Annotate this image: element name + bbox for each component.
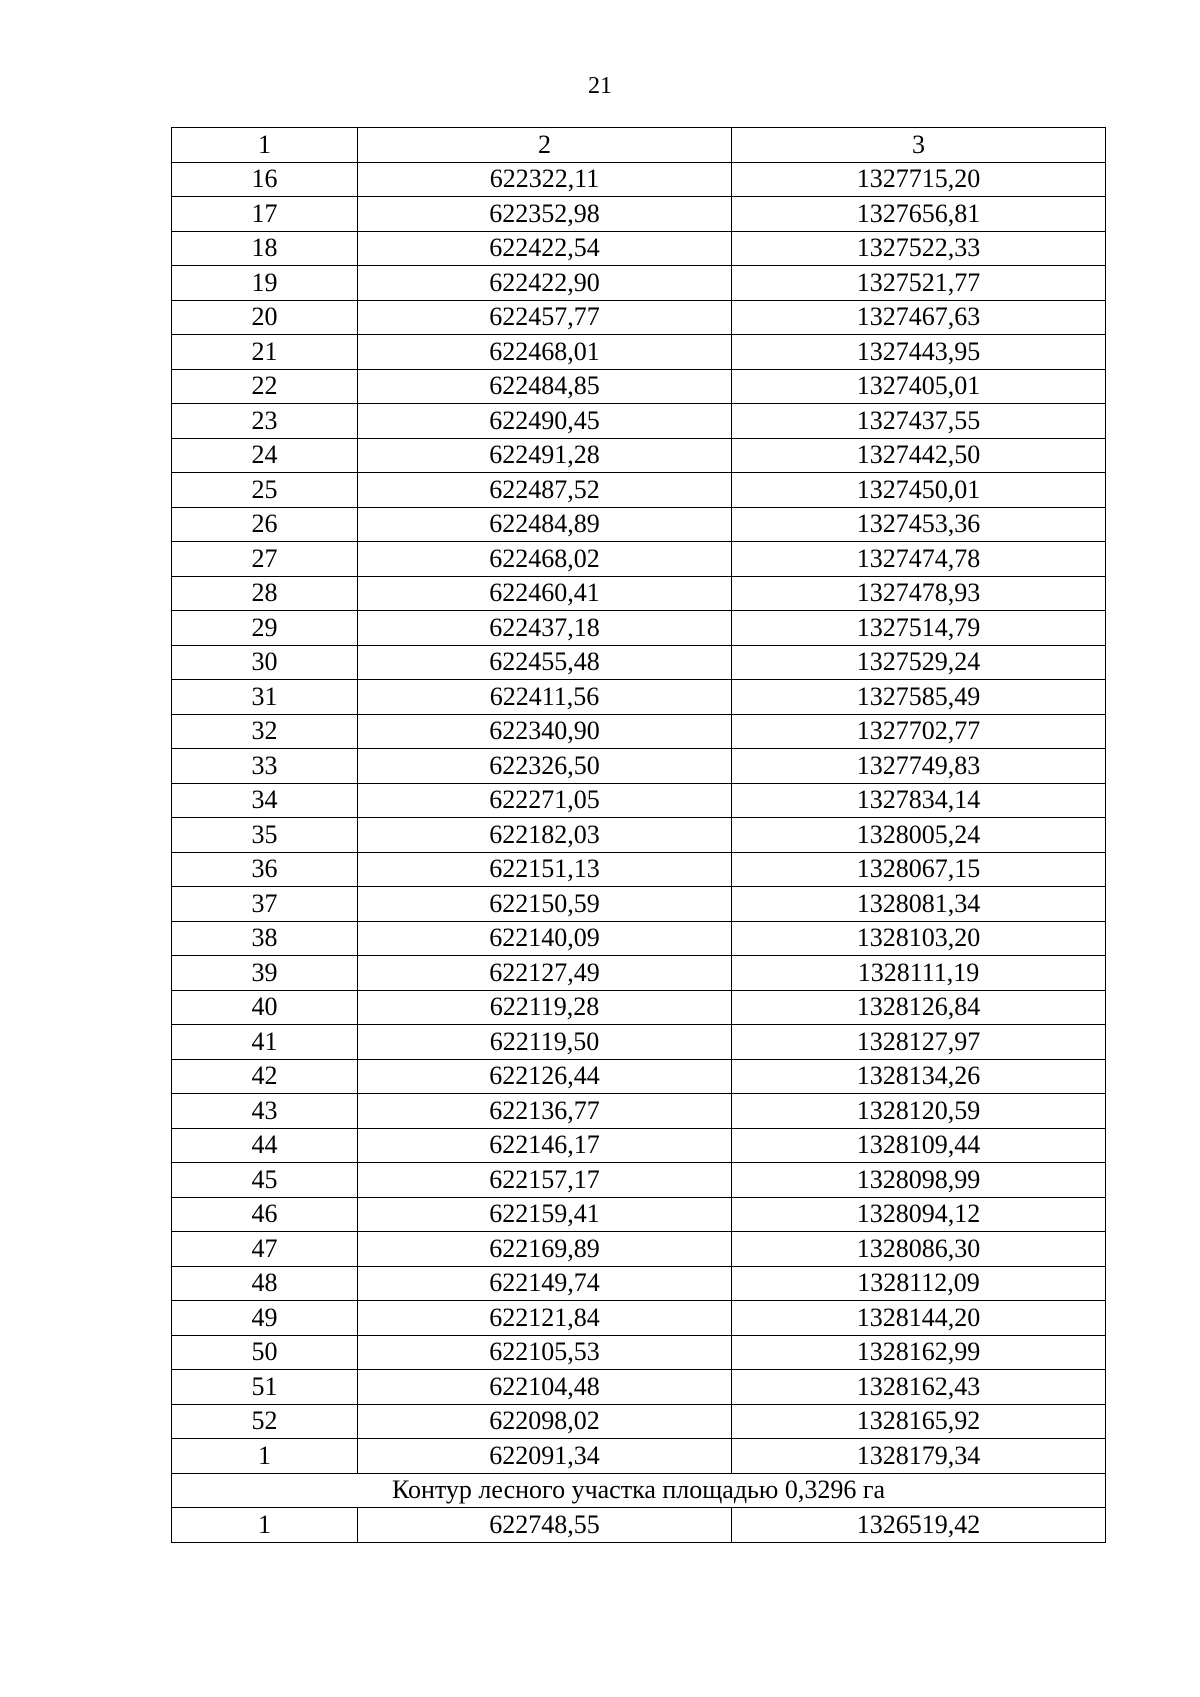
x-coordinate-cell: 622352,98	[358, 197, 732, 232]
x-coordinate-cell: 622422,90	[358, 266, 732, 301]
y-coordinate-cell: 1328098,99	[732, 1163, 1106, 1198]
table-row	[172, 1301, 1106, 1336]
y-coordinate-cell: 1328144,20	[732, 1301, 1106, 1336]
point-number-cell: 43	[172, 1094, 358, 1129]
point-number-cell: 1	[172, 1508, 358, 1543]
x-coordinate-cell: 622326,50	[358, 749, 732, 784]
y-coordinate-cell: 1328126,84	[732, 990, 1106, 1025]
point-number-cell: 1	[172, 1439, 358, 1474]
table-row	[172, 1094, 1106, 1129]
point-number-cell: 23	[172, 404, 358, 439]
x-coordinate-cell: 622182,03	[358, 818, 732, 853]
y-coordinate-cell: 1327529,24	[732, 645, 1106, 680]
table-row	[172, 852, 1106, 887]
table-row	[172, 438, 1106, 473]
point-number-cell: 25	[172, 473, 358, 508]
point-number-cell: 47	[172, 1232, 358, 1267]
section-title-row	[172, 1473, 1106, 1508]
table-row	[172, 1335, 1106, 1370]
point-number-cell: 50	[172, 1335, 358, 1370]
table-row	[172, 197, 1106, 232]
y-coordinate-cell: 1328094,12	[732, 1197, 1106, 1232]
section-title: Контур лесного участка площадью 0,3296 га	[172, 1473, 1106, 1508]
point-number-cell: 33	[172, 749, 358, 784]
point-number-cell: 20	[172, 300, 358, 335]
table-row	[172, 507, 1106, 542]
x-coordinate-cell: 622169,89	[358, 1232, 732, 1267]
y-coordinate-cell: 1328086,30	[732, 1232, 1106, 1267]
x-coordinate-cell: 622411,56	[358, 680, 732, 715]
y-coordinate-cell: 1327405,01	[732, 369, 1106, 404]
y-coordinate-cell: 1327514,79	[732, 611, 1106, 646]
point-number-cell: 36	[172, 852, 358, 887]
y-coordinate-cell: 1327715,20	[732, 162, 1106, 197]
x-coordinate-cell: 622105,53	[358, 1335, 732, 1370]
point-number-cell: 52	[172, 1404, 358, 1439]
x-coordinate-cell: 622490,45	[358, 404, 732, 439]
table-row	[172, 473, 1106, 508]
point-number-cell: 28	[172, 576, 358, 611]
y-coordinate-cell: 1328067,15	[732, 852, 1106, 887]
y-coordinate-cell: 1328179,34	[732, 1439, 1106, 1474]
y-coordinate-cell: 1327437,55	[732, 404, 1106, 439]
table-row	[172, 231, 1106, 266]
y-coordinate-cell: 1328162,99	[732, 1335, 1106, 1370]
table-row	[172, 1508, 1106, 1543]
table-row	[172, 1370, 1106, 1405]
x-coordinate-cell: 622748,55	[358, 1508, 732, 1543]
table-row	[172, 680, 1106, 715]
table-row	[172, 990, 1106, 1025]
page-number: 21	[588, 73, 612, 99]
table-row	[172, 1128, 1106, 1163]
point-number-cell: 45	[172, 1163, 358, 1198]
x-coordinate-cell: 622437,18	[358, 611, 732, 646]
table-row	[172, 1439, 1106, 1474]
x-coordinate-cell: 622422,54	[358, 231, 732, 266]
table-row	[172, 266, 1106, 301]
x-coordinate-cell: 622098,02	[358, 1404, 732, 1439]
point-number-cell: 51	[172, 1370, 358, 1405]
table-row	[172, 1266, 1106, 1301]
point-number-cell: 29	[172, 611, 358, 646]
x-coordinate-cell: 622157,17	[358, 1163, 732, 1198]
y-coordinate-cell: 1327522,33	[732, 231, 1106, 266]
point-number-cell: 19	[172, 266, 358, 301]
point-number-cell: 42	[172, 1059, 358, 1094]
x-coordinate-cell: 622151,13	[358, 852, 732, 887]
table-row	[172, 1025, 1106, 1060]
y-coordinate-cell: 1327474,78	[732, 542, 1106, 577]
header-cell-x: 2	[358, 128, 732, 163]
x-coordinate-cell: 622271,05	[358, 783, 732, 818]
y-coordinate-cell: 1327453,36	[732, 507, 1106, 542]
y-coordinate-cell: 1328162,43	[732, 1370, 1106, 1405]
coordinates-table-body	[172, 128, 1106, 1543]
x-coordinate-cell: 622487,52	[358, 473, 732, 508]
x-coordinate-cell: 622126,44	[358, 1059, 732, 1094]
table-row	[172, 921, 1106, 956]
point-number-cell: 34	[172, 783, 358, 818]
point-number-cell: 17	[172, 197, 358, 232]
x-coordinate-cell: 622491,28	[358, 438, 732, 473]
x-coordinate-cell: 622484,85	[358, 369, 732, 404]
y-coordinate-cell: 1328112,09	[732, 1266, 1106, 1301]
point-number-cell: 39	[172, 956, 358, 991]
x-coordinate-cell: 622460,41	[358, 576, 732, 611]
y-coordinate-cell: 1327521,77	[732, 266, 1106, 301]
point-number-cell: 40	[172, 990, 358, 1025]
point-number-cell: 35	[172, 818, 358, 853]
y-coordinate-cell: 1327656,81	[732, 197, 1106, 232]
table-row	[172, 783, 1106, 818]
table-row	[172, 162, 1106, 197]
x-coordinate-cell: 622104,48	[358, 1370, 732, 1405]
header-cell-y: 3	[732, 128, 1106, 163]
y-coordinate-cell: 1327478,93	[732, 576, 1106, 611]
y-coordinate-cell: 1328005,24	[732, 818, 1106, 853]
y-coordinate-cell: 1328134,26	[732, 1059, 1106, 1094]
x-coordinate-cell: 622149,74	[358, 1266, 732, 1301]
y-coordinate-cell: 1327749,83	[732, 749, 1106, 784]
x-coordinate-cell: 622468,02	[358, 542, 732, 577]
y-coordinate-cell: 1328165,92	[732, 1404, 1106, 1439]
table-row	[172, 956, 1106, 991]
table-row	[172, 300, 1106, 335]
x-coordinate-cell: 622468,01	[358, 335, 732, 370]
x-coordinate-cell: 622484,89	[358, 507, 732, 542]
table-row	[172, 576, 1106, 611]
x-coordinate-cell: 622150,59	[358, 887, 732, 922]
point-number-cell: 48	[172, 1266, 358, 1301]
point-number-cell: 41	[172, 1025, 358, 1060]
table-row	[172, 714, 1106, 749]
table-row	[172, 404, 1106, 439]
point-number-cell: 49	[172, 1301, 358, 1336]
point-number-cell: 16	[172, 162, 358, 197]
point-number-cell: 30	[172, 645, 358, 680]
y-coordinate-cell: 1328127,97	[732, 1025, 1106, 1060]
table-row	[172, 818, 1106, 853]
y-coordinate-cell: 1326519,42	[732, 1508, 1106, 1543]
point-number-cell: 32	[172, 714, 358, 749]
table-row	[172, 1059, 1106, 1094]
x-coordinate-cell: 622119,50	[358, 1025, 732, 1060]
y-coordinate-cell: 1327834,14	[732, 783, 1106, 818]
x-coordinate-cell: 622121,84	[358, 1301, 732, 1336]
x-coordinate-cell: 622159,41	[358, 1197, 732, 1232]
point-number-cell: 38	[172, 921, 358, 956]
table-row	[172, 1404, 1106, 1439]
x-coordinate-cell: 622455,48	[358, 645, 732, 680]
x-coordinate-cell: 622146,17	[358, 1128, 732, 1163]
table-row	[172, 1197, 1106, 1232]
table-row	[172, 369, 1106, 404]
x-coordinate-cell: 622457,77	[358, 300, 732, 335]
y-coordinate-cell: 1327702,77	[732, 714, 1106, 749]
table-row	[172, 542, 1106, 577]
y-coordinate-cell: 1328111,19	[732, 956, 1106, 991]
y-coordinate-cell: 1327443,95	[732, 335, 1106, 370]
header-cell-point: 1	[172, 128, 358, 163]
x-coordinate-cell: 622322,11	[358, 162, 732, 197]
point-number-cell: 21	[172, 335, 358, 370]
x-coordinate-cell: 622127,49	[358, 956, 732, 991]
y-coordinate-cell: 1327585,49	[732, 680, 1106, 715]
x-coordinate-cell: 622340,90	[358, 714, 732, 749]
y-coordinate-cell: 1327467,63	[732, 300, 1106, 335]
coordinates-table	[171, 127, 1106, 1543]
y-coordinate-cell: 1327450,01	[732, 473, 1106, 508]
x-coordinate-cell: 622091,34	[358, 1439, 732, 1474]
table-row	[172, 1232, 1106, 1267]
point-number-cell: 18	[172, 231, 358, 266]
point-number-cell: 22	[172, 369, 358, 404]
point-number-cell: 46	[172, 1197, 358, 1232]
table-row	[172, 335, 1106, 370]
x-coordinate-cell: 622136,77	[358, 1094, 732, 1129]
y-coordinate-cell: 1328081,34	[732, 887, 1106, 922]
point-number-cell: 24	[172, 438, 358, 473]
point-number-cell: 37	[172, 887, 358, 922]
x-coordinate-cell: 622119,28	[358, 990, 732, 1025]
table-header-row	[172, 128, 1106, 163]
point-number-cell: 31	[172, 680, 358, 715]
y-coordinate-cell: 1328103,20	[732, 921, 1106, 956]
y-coordinate-cell: 1328109,44	[732, 1128, 1106, 1163]
table-row	[172, 1163, 1106, 1198]
table-row	[172, 645, 1106, 680]
x-coordinate-cell: 622140,09	[358, 921, 732, 956]
point-number-cell: 26	[172, 507, 358, 542]
table-row	[172, 749, 1106, 784]
point-number-cell: 27	[172, 542, 358, 577]
point-number-cell: 44	[172, 1128, 358, 1163]
y-coordinate-cell: 1328120,59	[732, 1094, 1106, 1129]
table-row	[172, 611, 1106, 646]
table-row	[172, 887, 1106, 922]
y-coordinate-cell: 1327442,50	[732, 438, 1106, 473]
